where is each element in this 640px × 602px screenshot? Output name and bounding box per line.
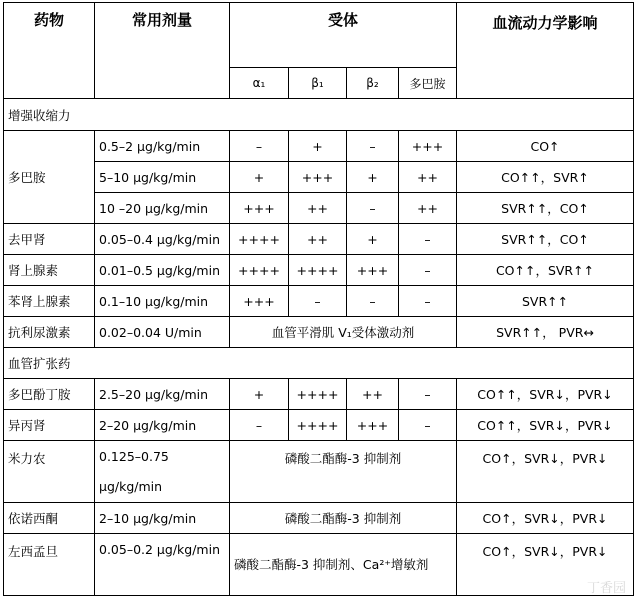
mechanism-cell: 磷酸二酯酶-3 抑制剂、Ca²⁺增敏剂 <box>230 534 457 596</box>
drug-name: 去甲肾 <box>4 224 95 255</box>
dopamine-receptor-cell: ++ <box>399 193 457 224</box>
header-beta1: β₁ <box>289 68 347 99</box>
effect-cell: SVR↑↑，CO↑ <box>457 193 634 224</box>
beta2-cell: ++ <box>347 379 399 410</box>
beta1-cell: +++ <box>289 162 347 193</box>
beta1-cell: ++++ <box>289 379 347 410</box>
drug-name: 依诺西酮 <box>4 503 95 534</box>
mechanism-cell: 血管平滑肌 V₁受体激动剂 <box>230 317 457 348</box>
beta1-cell: ++++ <box>289 410 347 441</box>
effect-cell: SVR↑↑， PVR↔ <box>457 317 634 348</box>
mechanism-cell: 磷酸二酯酶-3 抑制剂 <box>230 441 457 503</box>
drug-name: 异丙肾 <box>4 410 95 441</box>
mechanism-cell: 磷酸二酯酶-3 抑制剂 <box>230 503 457 534</box>
dopamine-receptor-cell: ++ <box>399 162 457 193</box>
dose-cell: 10 –20 μg/kg/min <box>95 193 230 224</box>
effect-cell: SVR↑↑，CO↑ <box>457 224 634 255</box>
header-receptor: 受体 <box>230 3 457 68</box>
drug-name: 米力农 <box>4 441 95 503</box>
alpha1-cell: ++++ <box>230 224 289 255</box>
beta2-cell: – <box>347 131 399 162</box>
dose-cell: 2–10 μg/kg/min <box>95 503 230 534</box>
dopamine-receptor-cell: – <box>399 255 457 286</box>
beta2-cell: + <box>347 162 399 193</box>
effect-cell: CO↑，SVR↓，PVR↓ <box>457 534 634 596</box>
alpha1-cell: – <box>230 410 289 441</box>
effect-cell: CO↑，SVR↓，PVR↓ <box>457 503 634 534</box>
alpha1-cell: ++++ <box>230 255 289 286</box>
effect-cell: CO↑↑，SVR↓，PVR↓ <box>457 410 634 441</box>
dopamine-receptor-cell: – <box>399 379 457 410</box>
dose-cell: 0.125–0.75 μg/kg/min <box>95 441 230 503</box>
beta2-cell: +++ <box>347 410 399 441</box>
dose-cell: 2.5–20 μg/kg/min <box>95 379 230 410</box>
beta2-cell: – <box>347 286 399 317</box>
drug-name: 多巴酚丁胺 <box>4 379 95 410</box>
beta2-cell: +++ <box>347 255 399 286</box>
beta1-cell: + <box>289 131 347 162</box>
section-vasodilators: 血管扩张药 <box>4 348 634 379</box>
header-dopamine-receptor: 多巴胺 <box>399 68 457 99</box>
dopamine-receptor-cell: – <box>399 286 457 317</box>
drug-name: 多巴胺 <box>4 131 95 224</box>
header-drug: 药物 <box>4 3 95 99</box>
dopamine-receptor-cell: – <box>399 224 457 255</box>
effect-cell: CO↑，SVR↓，PVR↓ <box>457 441 634 503</box>
alpha1-cell: + <box>230 379 289 410</box>
effect-cell: CO↑↑，SVR↓，PVR↓ <box>457 379 634 410</box>
alpha1-cell: – <box>230 131 289 162</box>
effect-cell: CO↑ <box>457 131 634 162</box>
dose-cell: 5–10 μg/kg/min <box>95 162 230 193</box>
dose-cell: 0.05–0.2 μg/kg/min <box>95 534 230 596</box>
header-dose: 常用剂量 <box>95 3 230 99</box>
beta2-cell: – <box>347 193 399 224</box>
header-beta2: β₂ <box>347 68 399 99</box>
alpha1-cell: +++ <box>230 286 289 317</box>
dopamine-receptor-cell: +++ <box>399 131 457 162</box>
drug-name: 左西孟旦 <box>4 534 95 596</box>
effect-cell: CO↑↑，SVR↑ <box>457 162 634 193</box>
dose-cell: 2–20 μg/kg/min <box>95 410 230 441</box>
drug-name: 抗利尿激素 <box>4 317 95 348</box>
drug-name: 肾上腺素 <box>4 255 95 286</box>
dopamine-receptor-cell: – <box>399 410 457 441</box>
watermark: 丁香园 <box>586 581 626 596</box>
drug-name: 苯肾上腺素 <box>4 286 95 317</box>
beta1-cell: ++ <box>289 193 347 224</box>
drug-table <box>3 2 634 596</box>
effect-cell: SVR↑↑ <box>457 286 634 317</box>
beta2-cell: + <box>347 224 399 255</box>
dose-cell: 0.02–0.04 U/min <box>95 317 230 348</box>
dose-cell: 0.1–10 μg/kg/min <box>95 286 230 317</box>
beta1-cell: ++++ <box>289 255 347 286</box>
section-inotropes: 增强收缩力 <box>4 99 634 131</box>
header-alpha1: α₁ <box>230 68 289 99</box>
dose-cell: 0.01–0.5 μg/kg/min <box>95 255 230 286</box>
effect-cell: CO↑↑，SVR↑↑ <box>457 255 634 286</box>
alpha1-cell: + <box>230 162 289 193</box>
alpha1-cell: +++ <box>230 193 289 224</box>
header-hemodynamics: 血流动力学影响 <box>457 3 634 99</box>
beta1-cell: ++ <box>289 224 347 255</box>
dose-cell: 0.05–0.4 μg/kg/min <box>95 224 230 255</box>
dose-cell: 0.5–2 μg/kg/min <box>95 131 230 162</box>
beta1-cell: – <box>289 286 347 317</box>
